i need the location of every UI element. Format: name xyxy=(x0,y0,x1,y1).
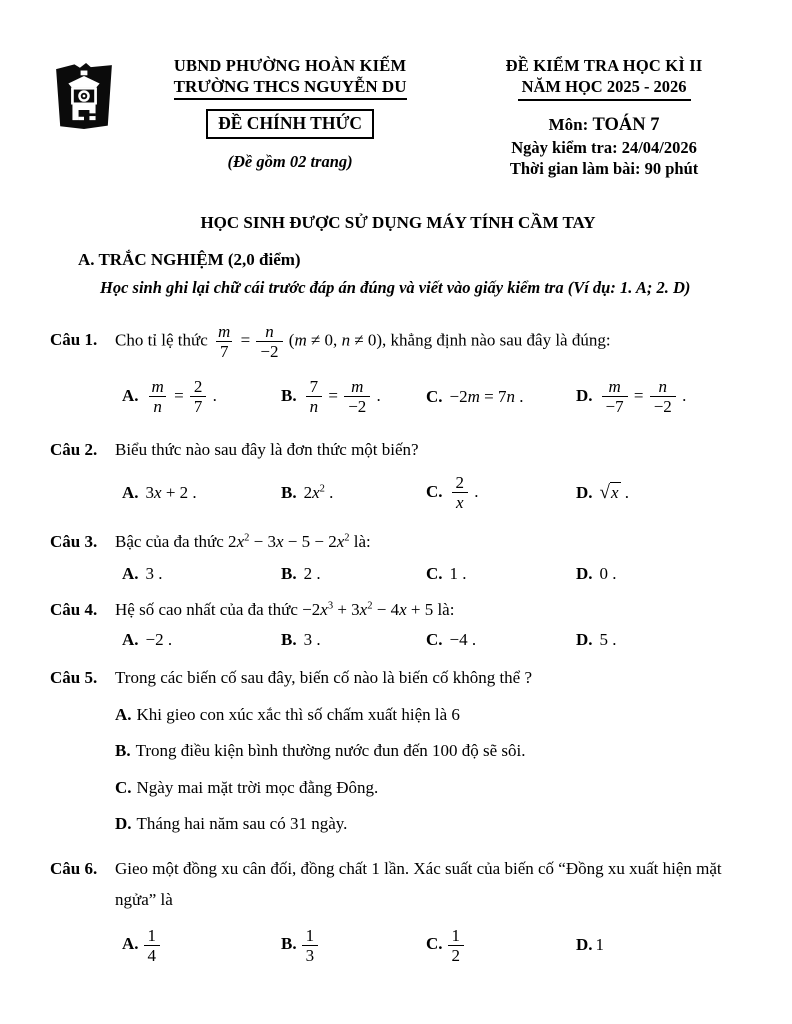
option-content: −2m = 7n . xyxy=(449,386,524,406)
option-letter: B. xyxy=(281,482,297,502)
option-content: $\frac{1}{2}$ xyxy=(446,934,467,953)
option-content: 0 . xyxy=(599,563,617,583)
question-3-body xyxy=(115,528,746,583)
question-2-number: Câu 2. xyxy=(50,440,98,460)
exam-duration: Thời gian làm bài: 90 phút xyxy=(509,159,699,178)
option-a xyxy=(122,630,281,650)
question-5-body xyxy=(115,664,746,837)
option-content: Trong điều kiện bình thường nước đun đến 100 độ sẽ sôi. xyxy=(135,741,526,761)
question-6 xyxy=(50,853,746,965)
option-content: $\frac{1}{4}$ xyxy=(142,934,163,953)
option-letter: D. xyxy=(115,814,132,834)
option-a xyxy=(122,926,281,965)
option-b xyxy=(281,564,426,584)
calculator-notice: HỌC SINH ĐƯỢC SỬ DỤNG MÁY TÍNH CẦM TAY xyxy=(200,213,596,232)
question-2-text: Biểu thức nào sau đây là đơn thức một biến? xyxy=(115,440,419,460)
option-letter: D. xyxy=(576,629,593,649)
question-2 xyxy=(50,436,746,512)
option-content: 5 . xyxy=(599,629,617,649)
header-left-block xyxy=(50,56,462,172)
option-content: $\frac{1}{3}$ xyxy=(300,934,321,953)
option-c xyxy=(426,387,576,407)
question-2-options xyxy=(122,473,746,512)
exam-date: Ngày kiểm tra: 24/04/2026 xyxy=(511,138,697,157)
option-letter: C. xyxy=(426,481,443,501)
question-6-number: Câu 6. xyxy=(50,858,98,878)
option-letter: B. xyxy=(281,563,297,583)
option-letter: D. xyxy=(576,385,593,405)
option-b xyxy=(281,483,426,503)
question-1-text: Cho tỉ lệ thức $\frac{m}{7}$ = $\frac{n}{-2}$ (m ≠ 0, n ≠ 0), khẳng định nào sau đây là đúng: xyxy=(115,322,611,362)
question-1 xyxy=(50,322,746,416)
option-content: Tháng hai năm sau có 31 ngày. xyxy=(136,814,348,834)
question-6-text: Gieo một đồng xu cân đối, đồng chất 1 lần. Xác suất của biến cố “Đồng xu xuất hiện mặt ngửa” là xyxy=(115,858,722,910)
option-content: 1 . xyxy=(449,563,467,583)
question-5-options xyxy=(115,702,746,837)
question-4-text: Hệ số cao nhất của đa thức $-2x^3 + 3x^2 - 4x + 5$ là: xyxy=(115,599,455,619)
pages-note: (Đề gồm 02 trang) xyxy=(227,152,353,171)
option-content: 3 . xyxy=(303,629,321,649)
question-4-body xyxy=(115,596,746,650)
option-d xyxy=(576,935,746,955)
option-letter: D. xyxy=(576,563,593,583)
option-c xyxy=(426,473,576,512)
option-letter: B. xyxy=(281,385,297,405)
org-name-line1: UBND PHƯỜNG HOÀN KIẾM xyxy=(173,56,407,75)
option-letter: A. xyxy=(122,629,139,649)
question-5-number: Câu 5. xyxy=(50,667,98,687)
subject-value: TOÁN 7 xyxy=(592,115,660,135)
option-content: $\frac{m}{-7}$ = $\frac{n}{-2}$ . xyxy=(600,386,687,405)
option-content: Ngày mai mặt trời mọc đằng Đông. xyxy=(136,777,379,797)
question-2-body xyxy=(115,436,746,512)
exam-subject xyxy=(462,115,746,136)
exam-header xyxy=(50,56,746,179)
option-content: $\frac{m}{n}$ = $\frac{2}{7}$ . xyxy=(146,386,217,405)
option-content: $\frac{7}{n}$ = $\frac{m}{-2}$ . xyxy=(304,386,381,405)
option-content: 3x + 2 . xyxy=(145,482,197,502)
option-content: $\frac{2}{x}$ . xyxy=(450,482,479,501)
option-a xyxy=(115,702,746,728)
exam-title-line1: ĐỀ KIỂM TRA HỌC KÌ II xyxy=(505,56,703,75)
option-content: √x . xyxy=(599,481,630,503)
option-letter: B. xyxy=(281,934,297,954)
section-a-instruction: Học sinh ghi lại chữ cái trước đáp án đúng và viết vào giấy kiểm tra (Ví dụ: 1. A; 2. D) xyxy=(100,278,691,297)
option-letter: D. xyxy=(576,935,593,955)
option-letter: A. xyxy=(115,704,132,724)
header-right-block xyxy=(462,56,746,179)
option-d xyxy=(576,564,746,584)
question-5 xyxy=(50,664,746,837)
option-letter: B. xyxy=(281,629,297,649)
school-logo-pagoda-icon xyxy=(50,58,118,132)
option-c xyxy=(426,630,576,650)
question-6-body xyxy=(115,853,746,965)
option-letter: C. xyxy=(426,563,443,583)
option-b xyxy=(281,630,426,650)
option-c xyxy=(426,926,576,965)
option-b xyxy=(281,926,426,965)
option-content: $2x^2$ . xyxy=(303,482,334,502)
option-content: −2 . xyxy=(145,629,173,649)
option-d xyxy=(576,630,746,650)
exam-title-line2: NĂM HỌC 2025 - 2026 xyxy=(462,77,746,101)
org-name-line2: TRƯỜNG THCS NGUYỄN DU xyxy=(118,77,462,100)
option-letter: C. xyxy=(426,934,443,954)
option-content: 1 xyxy=(595,935,605,955)
option-letter: A. xyxy=(122,482,139,502)
option-letter: D. xyxy=(576,482,593,502)
option-letter: A. xyxy=(122,385,139,405)
question-4-options xyxy=(122,630,746,650)
option-content: −4 . xyxy=(449,629,477,649)
option-a xyxy=(122,377,281,416)
subject-label: Môn: xyxy=(548,115,589,134)
option-content: 2 . xyxy=(303,563,321,583)
option-d xyxy=(115,811,746,837)
option-c xyxy=(115,775,746,801)
question-3-text: Bậc của đa thức $2x^2 - 3x - 5 - 2x^2$ là: xyxy=(115,532,371,552)
section-a-title: A. TRẮC NGHIỆM (2,0 điểm) xyxy=(78,250,301,269)
option-letter: A. xyxy=(122,563,139,583)
question-1-options xyxy=(122,377,746,416)
option-b xyxy=(115,738,746,764)
option-letter: B. xyxy=(115,741,131,761)
question-3-options xyxy=(122,564,746,584)
option-d xyxy=(576,482,746,504)
question-4-number: Câu 4. xyxy=(50,599,98,619)
option-b xyxy=(281,377,426,416)
option-letter: C. xyxy=(426,386,443,406)
doc-box-wrap xyxy=(118,100,462,139)
question-4 xyxy=(50,596,746,650)
school-identity xyxy=(118,56,462,172)
option-content: 3 . xyxy=(145,563,163,583)
option-d xyxy=(576,377,746,416)
option-letter: C. xyxy=(426,629,443,649)
option-c xyxy=(426,564,576,584)
option-letter: C. xyxy=(115,777,132,797)
question-6-options xyxy=(122,926,746,965)
question-5-text: Trong các biến cố sau đây, biến cố nào là biến cố không thể ? xyxy=(115,667,533,687)
option-a xyxy=(122,564,281,584)
question-1-number: Câu 1. xyxy=(50,330,98,350)
official-exam-stamp: ĐỀ CHÍNH THỨC xyxy=(206,109,374,139)
question-3-number: Câu 3. xyxy=(50,532,98,552)
question-3 xyxy=(50,528,746,583)
option-a xyxy=(122,483,281,503)
option-letter: A. xyxy=(122,934,139,954)
question-1-body xyxy=(115,322,746,416)
option-content: Khi gieo con xúc xắc thì số chấm xuất hiện là 6 xyxy=(136,704,460,724)
